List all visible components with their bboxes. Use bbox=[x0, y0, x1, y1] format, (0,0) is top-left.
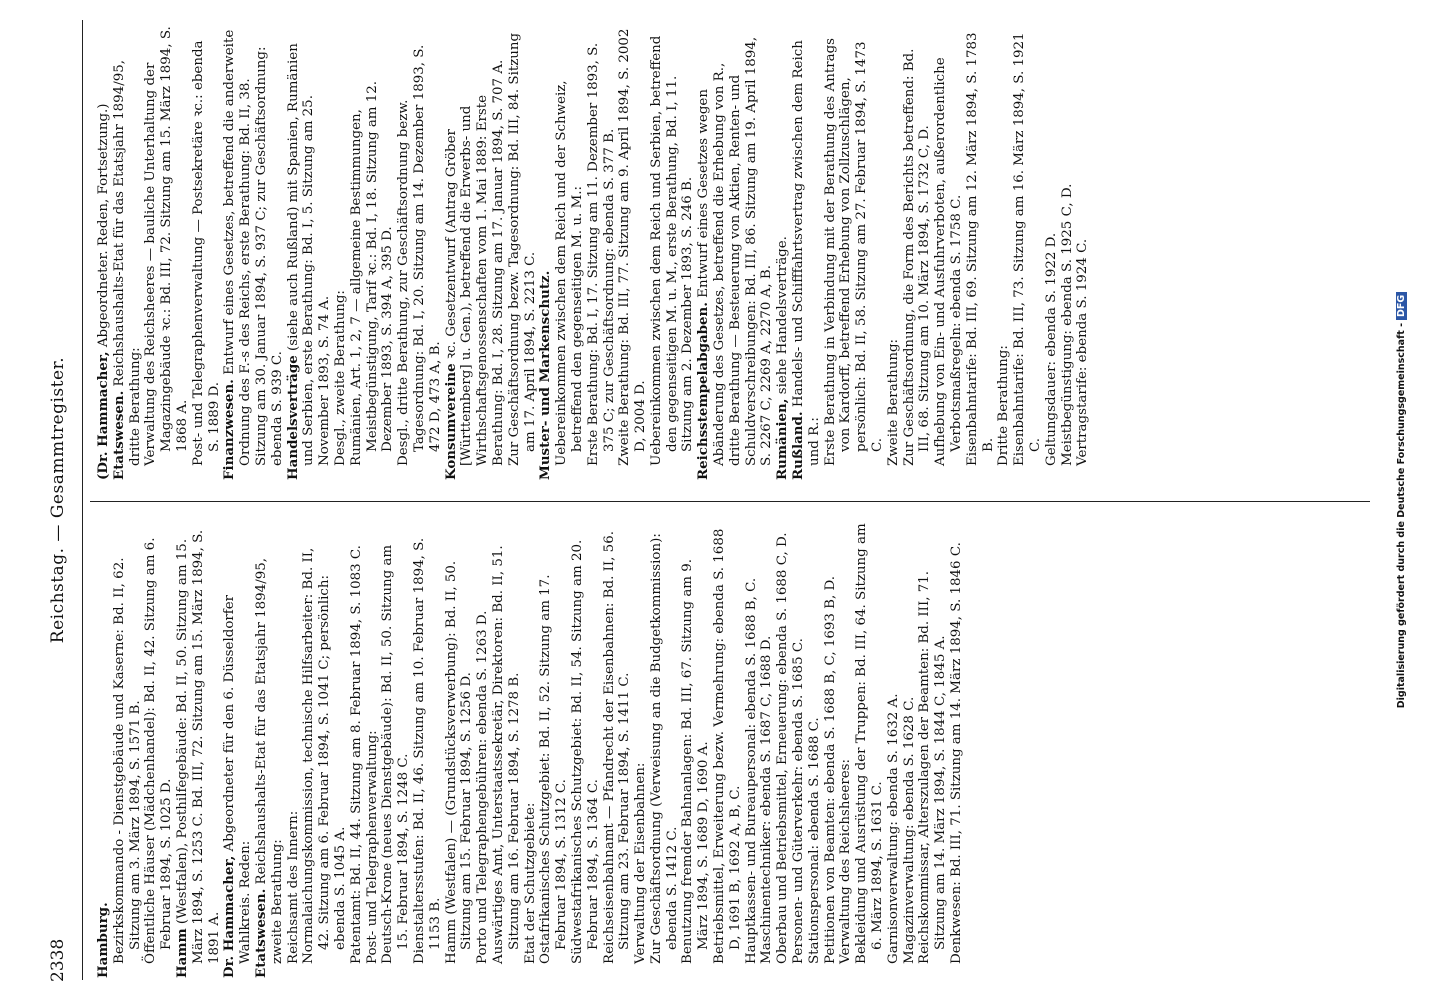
index-entry bbox=[759, 523, 775, 978]
index-entry bbox=[570, 523, 602, 978]
entry-text: siehe Handelsverträge. bbox=[775, 236, 791, 399]
entry-text: Reichskommissar, Alterszulagen der Beamten: Bd. III, 71. Sitzung am 14. März 1894, S. 1844 C, 1845 A. bbox=[917, 570, 949, 964]
entry-text: Hamm (Westfalen) — (Grundstücksverwerbung): Bd. II, 50. Sitzung am 15. Februar 1894, S. 1256 D. bbox=[443, 560, 475, 964]
index-entry bbox=[791, 25, 823, 480]
index-entry bbox=[775, 25, 791, 480]
index-entry bbox=[112, 523, 144, 978]
entry-text: Personen- und Güterverkehr: ebenda S. 1685 C. bbox=[791, 638, 807, 964]
entry-keyword: (Dr. Hammacher, bbox=[95, 351, 111, 480]
index-entry bbox=[807, 523, 823, 978]
entry-text: Deutsch-Krone (neues Dienstgebäude): Bd. II, 50. Sitzung am 15. Februar 1894, S. 1248 C. bbox=[380, 544, 412, 964]
index-entry bbox=[949, 523, 965, 978]
index-entry bbox=[696, 25, 775, 480]
entry-text: Vertragstarife: ebenda S. 1924 C. bbox=[1075, 238, 1091, 466]
entry-text: Hauptkassen- und Bureaupersonal: ebenda S. 1688 B, C. bbox=[743, 577, 759, 964]
entry-text: Erste Berathung: Bd. I, 17. Sitzung am 11. Dezember 1893, S. 375 C; zur Geschäftsordnung: ebenda S. 377 B. bbox=[585, 42, 617, 466]
entry-text: Verwaltung der Eisenbahnen: bbox=[633, 762, 649, 964]
index-entry bbox=[396, 25, 443, 480]
index-entry bbox=[680, 523, 712, 978]
index-entry bbox=[412, 523, 444, 978]
entry-keyword: Finanzwesen. bbox=[221, 379, 238, 480]
entry-text: Betriebsmittel, Erweiterung bezw. Vermehrung: ebenda S. 1688 D, 1691 B, 1692 A, B, C. bbox=[712, 528, 743, 964]
index-entry bbox=[191, 25, 223, 480]
entry-text: Meistbegünstigung: ebenda S. 1925 C, D. bbox=[1059, 183, 1075, 466]
entry-keyword: Rumänien, bbox=[774, 398, 791, 480]
index-entry bbox=[365, 523, 381, 978]
index-entry bbox=[886, 25, 902, 480]
entry-text: Dienstaltersstufen: Bd. II, 46. Sitzung am 10. Februar 1894, S. 1153 B. bbox=[411, 537, 443, 964]
entry-text: Zur Geschäftsordnung, die Form des Berichts betreffend: Bd. III, 68. Sitzung am 10. März 1894, S. 1732 C, D. bbox=[901, 48, 933, 466]
entry-text: Rumänien, Art. 1, 2, 7 — allgemeine Bestimmungen, Meistbegünstigung, Tarif ꝛc.: Bd. I, 18. Sitzung am 12. Dezember 1893, S. 394 A, 395 D. bbox=[348, 80, 396, 466]
index-entry bbox=[1044, 25, 1060, 480]
footer-text: Digitalisierung gefördert durch die Deutsche Forschungsgemeinschaft - bbox=[1396, 322, 1407, 709]
entry-text: Maschinentechniker: ebenda S. 1687 C, 1688 D. bbox=[759, 635, 775, 964]
entry-text: Magazinverwaltung: ebenda S. 1628 C. bbox=[901, 696, 917, 964]
index-entry bbox=[175, 523, 222, 978]
entry-text: Uebereinkommen zwischen dem Reich und der Schweiz, betreffend den gegenseitigen M. u. M.: bbox=[554, 80, 585, 466]
entry-keyword: Etatswesen. bbox=[110, 390, 127, 480]
entry-text: Patentamt: Bd. II, 44. Sitzung am 8. Februar 1894, S. 1083 C. bbox=[348, 545, 364, 964]
index-entry bbox=[617, 25, 649, 480]
column-divider bbox=[90, 501, 1370, 502]
entry-text: Normalaichungskommission, technische Hilfsarbeiter: Bd. II, 42. Sitzung am 6. Februar 1894, S. 1041 C; persönlich: ebenda S. 1045 A. bbox=[301, 547, 348, 964]
index-entry bbox=[633, 523, 649, 978]
index-entry bbox=[349, 25, 396, 480]
index-entry bbox=[1060, 25, 1076, 480]
index-entry bbox=[775, 523, 791, 978]
entry-text: Abgeordneter. Reden, Fortsetzung.) bbox=[96, 103, 111, 352]
entry-keyword: Dr. Hammacher, bbox=[221, 855, 238, 978]
entry-text: Garnisonverwaltung: ebenda S. 1632 A. bbox=[885, 693, 901, 964]
entry-text: Reichshaushalts-Etat für das Etatsjahr 1894/95, zweite Berathung: bbox=[253, 557, 285, 964]
index-entry bbox=[586, 25, 618, 480]
left-column bbox=[96, 523, 965, 978]
entry-text: Petitionen von Beamten: ebenda S. 1688 B, C, 1693 B, D. bbox=[822, 575, 838, 964]
entry-text: Handels- und Schifffahrtsvertrag zwischen dem Reich und R.: bbox=[791, 40, 822, 466]
entry-text: Auswärtiges Amt, Unterstaatssekretär, Direktoren: Bd. II, 51. Sitzung am 16. Februar 1894, S. 1278 B. bbox=[490, 545, 522, 964]
entry-text: Öffentliche Häuser (Mädchenhandel): Bd. II, 42. Sitzung am 6. Februar 1894, S. 1025 D. bbox=[143, 537, 175, 964]
index-entry bbox=[301, 523, 348, 978]
entry-keyword: Muster- und Markenschutz. bbox=[537, 270, 554, 480]
header-rule bbox=[82, 20, 83, 980]
entry-keyword: Hamburg. bbox=[95, 902, 111, 978]
entry-text: Reichseisenbahnamt — Pfandrecht der Eisenbahnen: Bd. II, 56. Sitzung am 23. Februar 1894, S. 1411 C. bbox=[601, 531, 633, 964]
entry-keyword: Etatswesen. bbox=[252, 888, 269, 978]
index-entry bbox=[917, 523, 949, 978]
index-entry bbox=[507, 25, 539, 480]
index-entry bbox=[96, 25, 112, 480]
entry-text: Südwestafrikanisches Schutzgebiet: Bd. II, 54. Sitzung am 20. Februar 1894, S. 1364 C. bbox=[569, 539, 601, 964]
index-entry bbox=[649, 25, 696, 480]
index-entry bbox=[996, 25, 1012, 480]
entry-text: Desgl., zweite Berathung: bbox=[332, 290, 348, 466]
entry-text: Verwaltung des Reichsheeres: bbox=[838, 758, 854, 964]
entry-text: Dritte Berathung: bbox=[996, 345, 1012, 466]
entry-text: Bekleidung und Ausrüstung der Truppen: Bd. III, 64. Sitzung am 6. März 1894, S. 1631 C. bbox=[854, 523, 886, 964]
entry-text: Entwurf eines Gesetzes wegen Abänderung des Gesetzes, betreffend die Erhebung von R., dritte Berathung — Besteuerung von Aktien, Renten- und Schuldverschreibungen: Bd. III, 86. Sitzung am 19. April 1894, S. 2267 C, 2269 A, 2270 A, B. bbox=[696, 36, 775, 466]
entry-text: Aufhebung von Ein- und Ausfuhrverboten, außerordentliche Verbotsmaßregeln: ebenda S. 1758 C. bbox=[933, 57, 965, 466]
index-entry bbox=[143, 25, 190, 480]
index-entry bbox=[791, 523, 807, 978]
index-entry bbox=[902, 25, 934, 480]
entry-text: Uebereinkommen zwischen dem Reich und Serbien, betreffend den gegenseitigen M. u. M., erste Berathung, Bd. I, 11. Sitzung am 2. Dezember 1893, S. 246 B. bbox=[648, 35, 696, 466]
index-entry bbox=[286, 25, 333, 480]
entry-text: Zweite Berathung: bbox=[885, 338, 901, 466]
index-entry bbox=[523, 523, 539, 978]
entry-text: Reichshaushalts-Etat für das Etatsjahr 1894/95, dritte Berathung: bbox=[111, 59, 143, 466]
entry-text: Entwurf eines Gesetzes, betreffend die anderweite Ordnung des F.-s des Reichs, erste Berathung: Bd. II, 38. Sitzung am 30. Januar 1894, S. 937 C; zur Geschäftsordnung: ebenda S. 939 C. bbox=[222, 29, 285, 466]
index-entry bbox=[444, 523, 476, 978]
index-entry bbox=[1075, 25, 1091, 480]
index-entry bbox=[854, 523, 886, 978]
entry-text: (siehe auch Rußland) mit Spanien, Rumänien und Serbien, erste Berathung: Bd. I, 5. Sitzung am 25. November 1893, S. 74 A. bbox=[285, 43, 333, 466]
index-entry bbox=[649, 523, 681, 978]
index-entry bbox=[286, 523, 302, 978]
index-entry bbox=[538, 523, 570, 978]
index-entry bbox=[222, 523, 254, 978]
entry-keyword: Reichsstempelabgaben. bbox=[695, 302, 712, 480]
entry-text: Verwaltung des Reichsheeres — bauliche Unterhaltung der Magazingebäude ꝛc.: Bd. III, 72. Sitzung am 15. März 1894, S. 1868 A. bbox=[143, 26, 190, 466]
index-entry bbox=[823, 523, 839, 978]
entry-text: Porto und Telegraphengebühren: ebenda S. 1263 D. bbox=[475, 610, 491, 964]
entry-text: Desgl., dritte Berathung, zur Geschäftsordnung bezw. Tagesordnung: Bd. I, 20. Sitzung am 14. Dezember 1893, S. 472 D, 473 A, B. bbox=[396, 44, 443, 466]
index-entry bbox=[744, 523, 760, 978]
index-entry bbox=[444, 25, 507, 480]
entry-text: Reichsamt des Innern: bbox=[285, 810, 301, 964]
entry-text: Geltungsdauer: ebenda S. 1922 D. bbox=[1043, 232, 1059, 466]
index-entry bbox=[333, 25, 349, 480]
entry-text: Oberbau und Betriebsmittel, Erneuerung: ebenda S. 1688 C, D. bbox=[775, 532, 791, 964]
index-entry bbox=[254, 523, 286, 978]
index-entry bbox=[538, 25, 554, 480]
entry-text: Zweite Berathung: Bd. III, 77. Sitzung am 9. April 1894, S. 2002 D, 2004 D. bbox=[617, 28, 649, 466]
entry-text: Zur Geschäftsordnung (Verweisung an die Budgetkommission): ebenda S. 1412 C. bbox=[648, 533, 680, 964]
index-entry bbox=[838, 523, 854, 978]
index-entry bbox=[933, 25, 965, 480]
index-entry bbox=[143, 523, 175, 978]
entry-text: Etat der Schutzgebiete: bbox=[522, 802, 538, 964]
entry-text: Abgeordneter für den 6. Düsseldorfer Wahlkreis. Reden: bbox=[222, 594, 254, 964]
entry-text: Denkwesen: Bd. III, 71. Sitzung am 14. März 1894, S. 1846 C. bbox=[949, 542, 965, 964]
index-entry bbox=[491, 523, 523, 978]
right-column bbox=[96, 25, 1091, 480]
index-entry bbox=[965, 25, 997, 480]
index-entry bbox=[554, 25, 586, 480]
index-entry bbox=[886, 523, 902, 978]
index-entry bbox=[1012, 25, 1044, 480]
entry-text: Post- und Telegraphenverwaltung — Postsekretäre ꝛc.: ebenda S. 1889 D. bbox=[190, 40, 222, 466]
index-entry bbox=[380, 523, 412, 978]
entry-text: Erste Berathung in Verbindung mit der Berathung des Antrags von Kardorff, betreffend Erhebung von Zollzuschlägen, persönlich: Bd. II, 58. Sitzung am 27. Februar 1894, S. 1473 C. bbox=[822, 37, 886, 466]
index-entry bbox=[349, 523, 365, 978]
entry-text: Ostafrikanisches Schutzgebiet: Bd. II, 52. Sitzung am 17. Februar 1894, S. 1312 C. bbox=[538, 574, 570, 964]
index-entry bbox=[222, 25, 285, 480]
entry-text: Eisenbahntarife: Bd. III, 69. Sitzung am 12. März 1894, S. 1783 B. bbox=[964, 32, 996, 466]
entry-text: Eisenbahntarife: Bd. III, 73. Sitzung am 16. März 1894, S. 1921 C. bbox=[1012, 32, 1044, 466]
index-entry bbox=[602, 523, 634, 978]
entry-keyword: Hamm bbox=[173, 928, 190, 978]
running-title: Reichstag. — Gesammtregister. bbox=[48, 356, 68, 644]
funding-footer bbox=[1396, 40, 1407, 960]
dfg-logo: DFG bbox=[1396, 292, 1407, 320]
index-entry bbox=[712, 523, 744, 978]
entry-text: Zur Geschäftsordnung bezw. Tagesordnung: Bd. III, 84. Sitzung am 17. April 1894, S. 2213 C. bbox=[506, 32, 538, 466]
index-entry bbox=[902, 523, 918, 978]
index-entry bbox=[112, 25, 144, 480]
entry-keyword: Rußland. bbox=[790, 411, 807, 480]
entry-text: Stationspersonal: ebenda S. 1688 C. bbox=[806, 717, 822, 964]
entry-text: ꝛc. Gesetzentwurf (Antrag Gröber [Württemberg] u. Gen.), betreffend die Erwerbs- und Wirthschaftsgenossenschaften vom 1. Mai 1889: Erste Berathung: Bd. I, 28. Sitzung am 17. Januar 1894, S. 707 A. bbox=[443, 59, 506, 466]
entry-text: Post- und Telegraphenverwaltung: bbox=[364, 730, 380, 964]
entry-text: Bezirkskommando - Dienstgebäude und Kaserne: Bd. II, 62. Sitzung am 3. März 1894, S. 1571 B. bbox=[111, 557, 143, 964]
page-number: 2338 bbox=[48, 938, 68, 982]
entry-text: (Westfalen), Posthilfegebäude: Bd. II, 50. Sitzung am 15. März 1894, S. 1253 C. Bd. III, 72. Sitzung am 15. März 1894, S. 1891 A. bbox=[174, 529, 222, 964]
index-entry bbox=[823, 25, 886, 480]
index-entry bbox=[96, 523, 112, 978]
entry-keyword: Konsumvereine bbox=[442, 363, 459, 480]
index-entry bbox=[475, 523, 491, 978]
entry-text: Benutzung fremder Bahnanlagen: Bd. III, 67. Sitzung am 9. März 1894, S. 1689 D, 1690 A. bbox=[680, 558, 712, 964]
entry-keyword: Handelsverträge bbox=[284, 355, 301, 480]
